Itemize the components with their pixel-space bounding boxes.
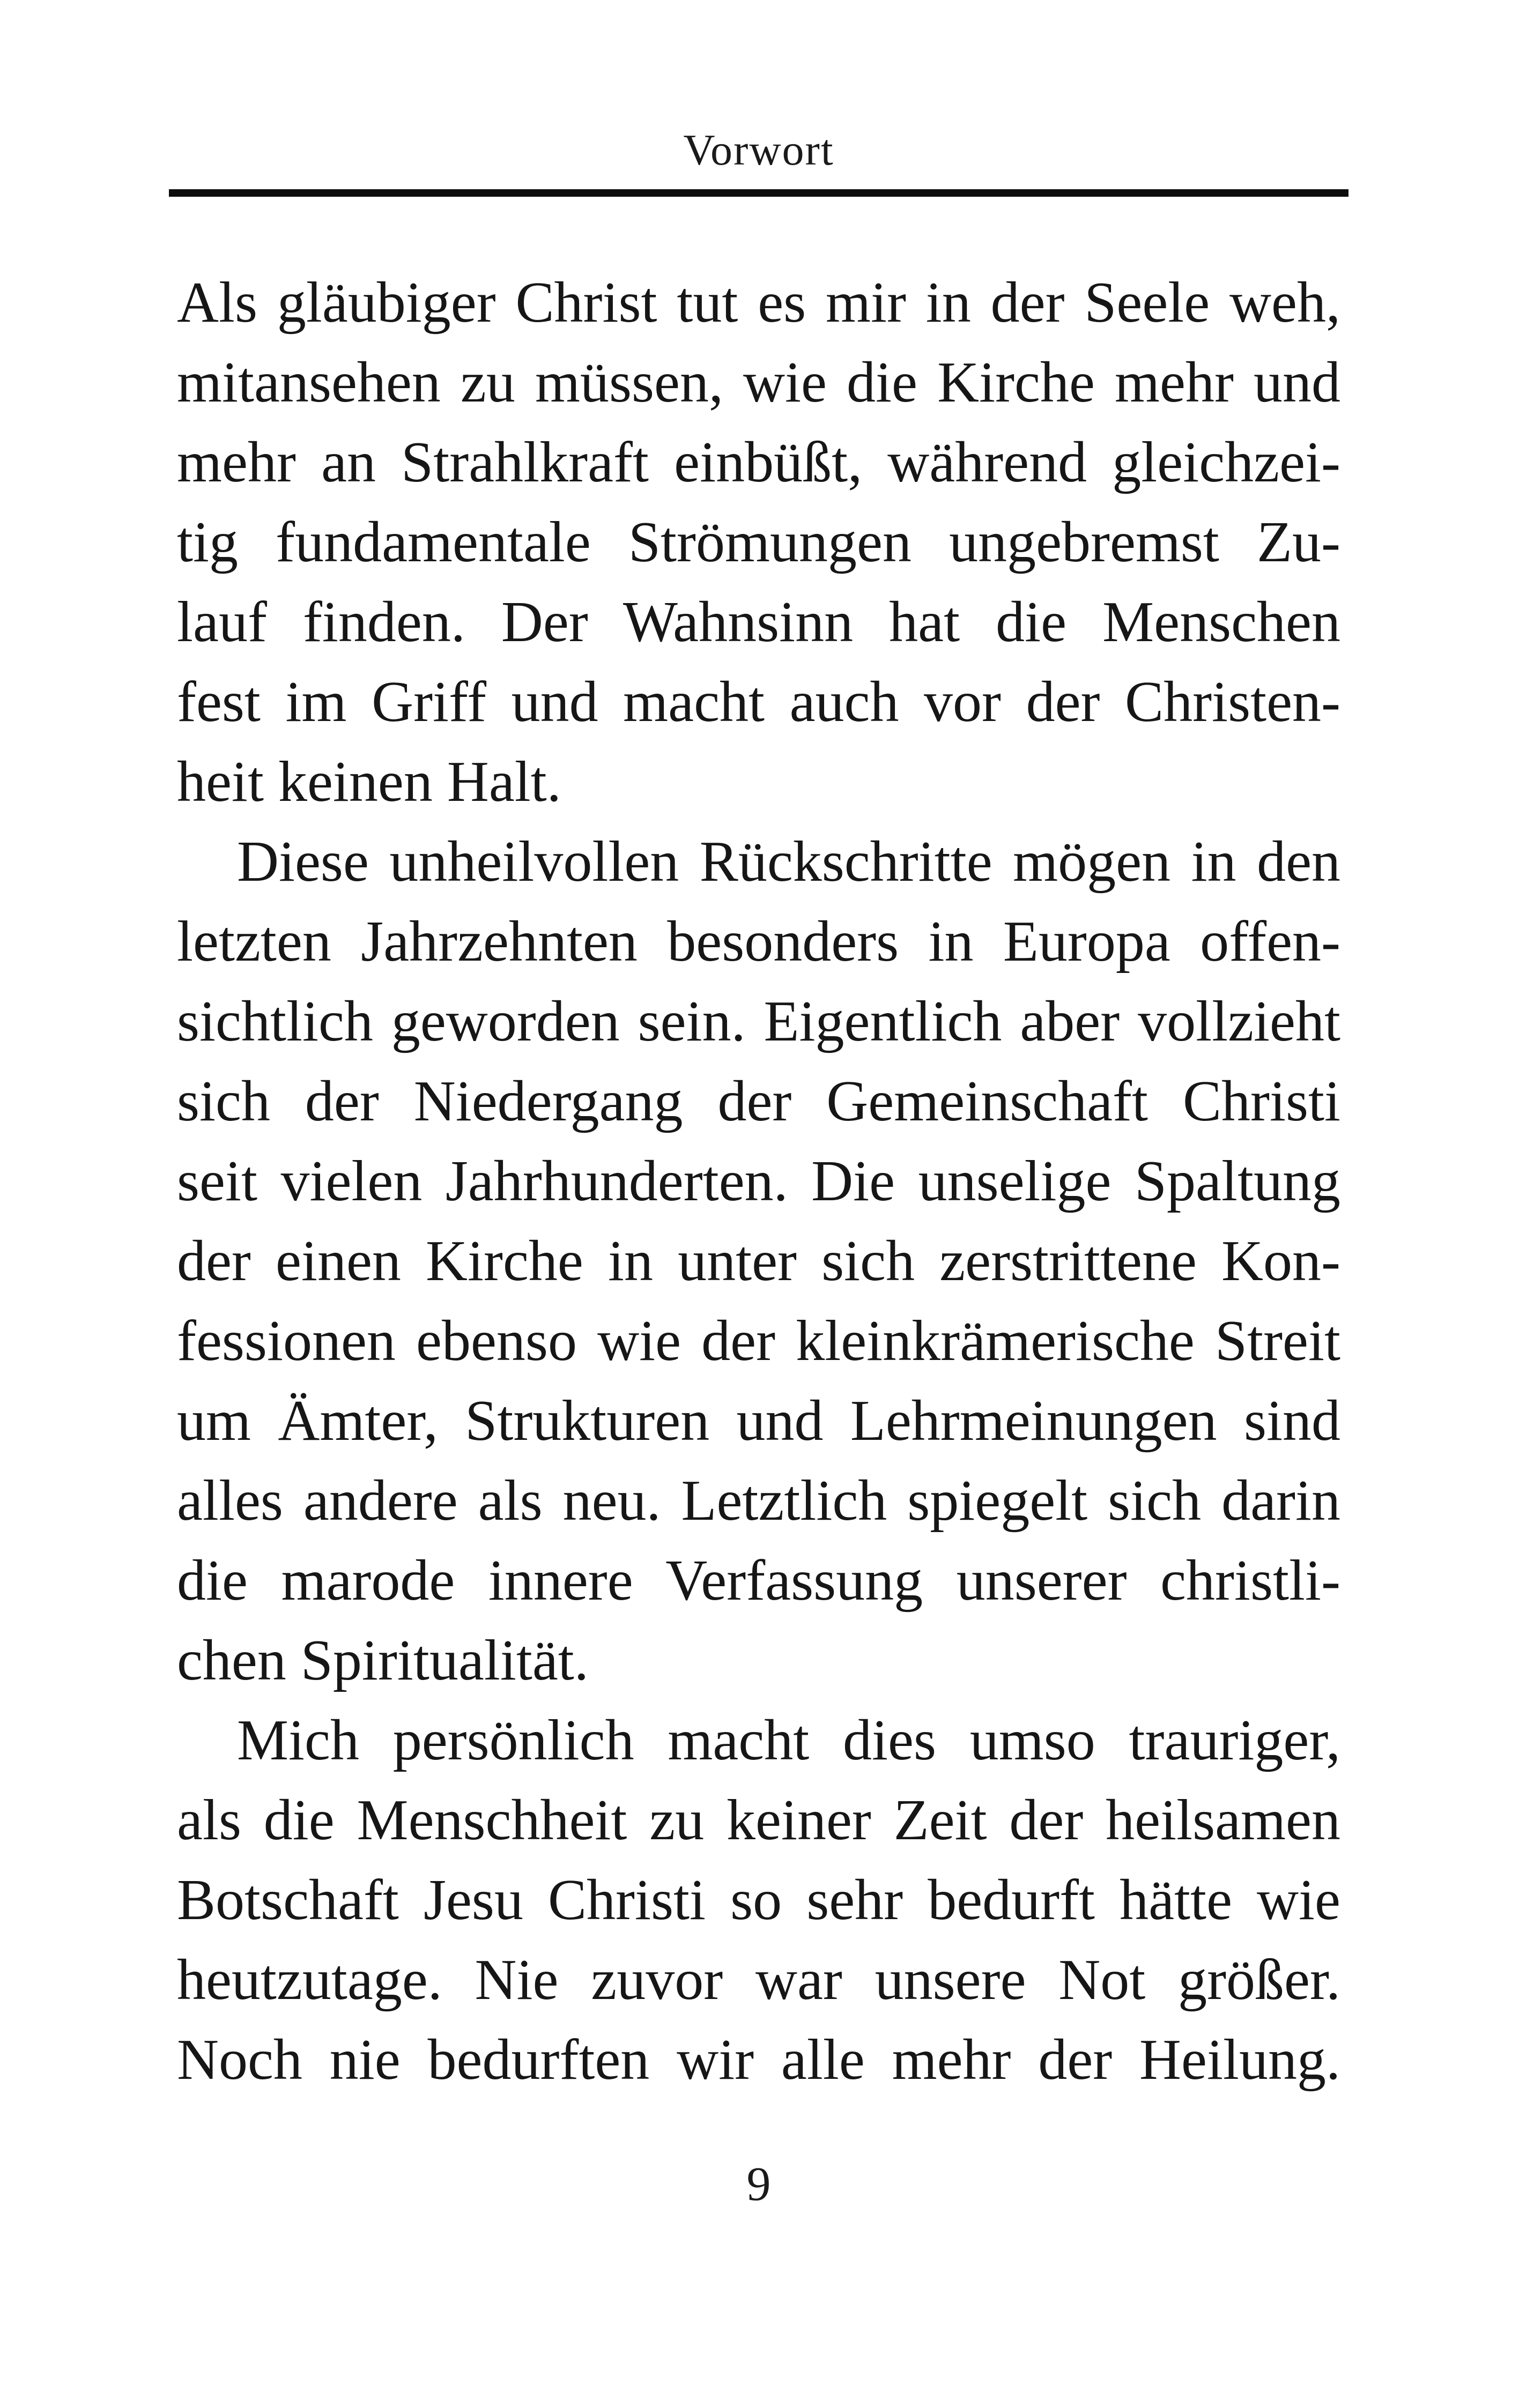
text-line: als die Menschheit zu keiner Zeit der heilsamen [177,1788,1340,1852]
text-line: Diese unheilvollen Rückschritte mögen in den [237,830,1340,894]
text-line: tig fundamentale Strömungen ungebremst Zu- [177,510,1340,574]
text-line: heit keinen Halt. [177,750,561,814]
text-line: Als gläubiger Christ tut es mir in der Seele weh, [177,271,1340,335]
text-line: Mich persönlich macht dies umso trauriger, [237,1708,1340,1772]
text-line: sich der Niedergang der Gemeinschaft Christi [177,1069,1340,1133]
body-text [177,263,1340,2100]
text-line: chen Spiritualität. [177,1629,589,1692]
running-header: Vorwort [683,125,834,174]
text-line: die marode innere Verfassung unserer christli- [177,1549,1340,1612]
text-line: mitansehen zu müssen, wie die Kirche mehr und [177,351,1340,414]
text-line: fest im Griff und macht auch vor der Christen- [177,670,1340,734]
text-line: Botschaft Jesu Christi so sehr bedurft hätte wie [177,1868,1340,1932]
header-rule [169,189,1348,197]
text-line: seit vielen Jahrhunderten. Die unselige Spaltung [177,1149,1340,1213]
text-line: heutzutage. Nie zuvor war unsere Not größer. [177,1948,1340,2012]
text-line: lauf finden. Der Wahnsinn hat die Menschen [177,590,1340,654]
text-line: letzten Jahrzehnten besonders in Europa offen- [177,910,1340,973]
text-line: um Ämter, Strukturen und Lehrmeinungen sind [177,1389,1340,1453]
text-line: Noch nie bedurften wir alle mehr der Heilung. [177,2028,1340,2092]
page-number: 9 [746,2158,771,2211]
text-line: fessionen ebenso wie der kleinkrämerische Streit [177,1309,1340,1373]
text-line: mehr an Strahlkraft einbüßt, während gleichzei- [177,430,1340,494]
text-line: der einen Kirche in unter sich zerstrittene Kon- [177,1229,1340,1293]
text-line: alles andere als neu. Letztlich spiegelt sich darin [177,1469,1340,1533]
text-line: sichtlich geworden sein. Eigentlich aber vollzieht [177,990,1340,1053]
